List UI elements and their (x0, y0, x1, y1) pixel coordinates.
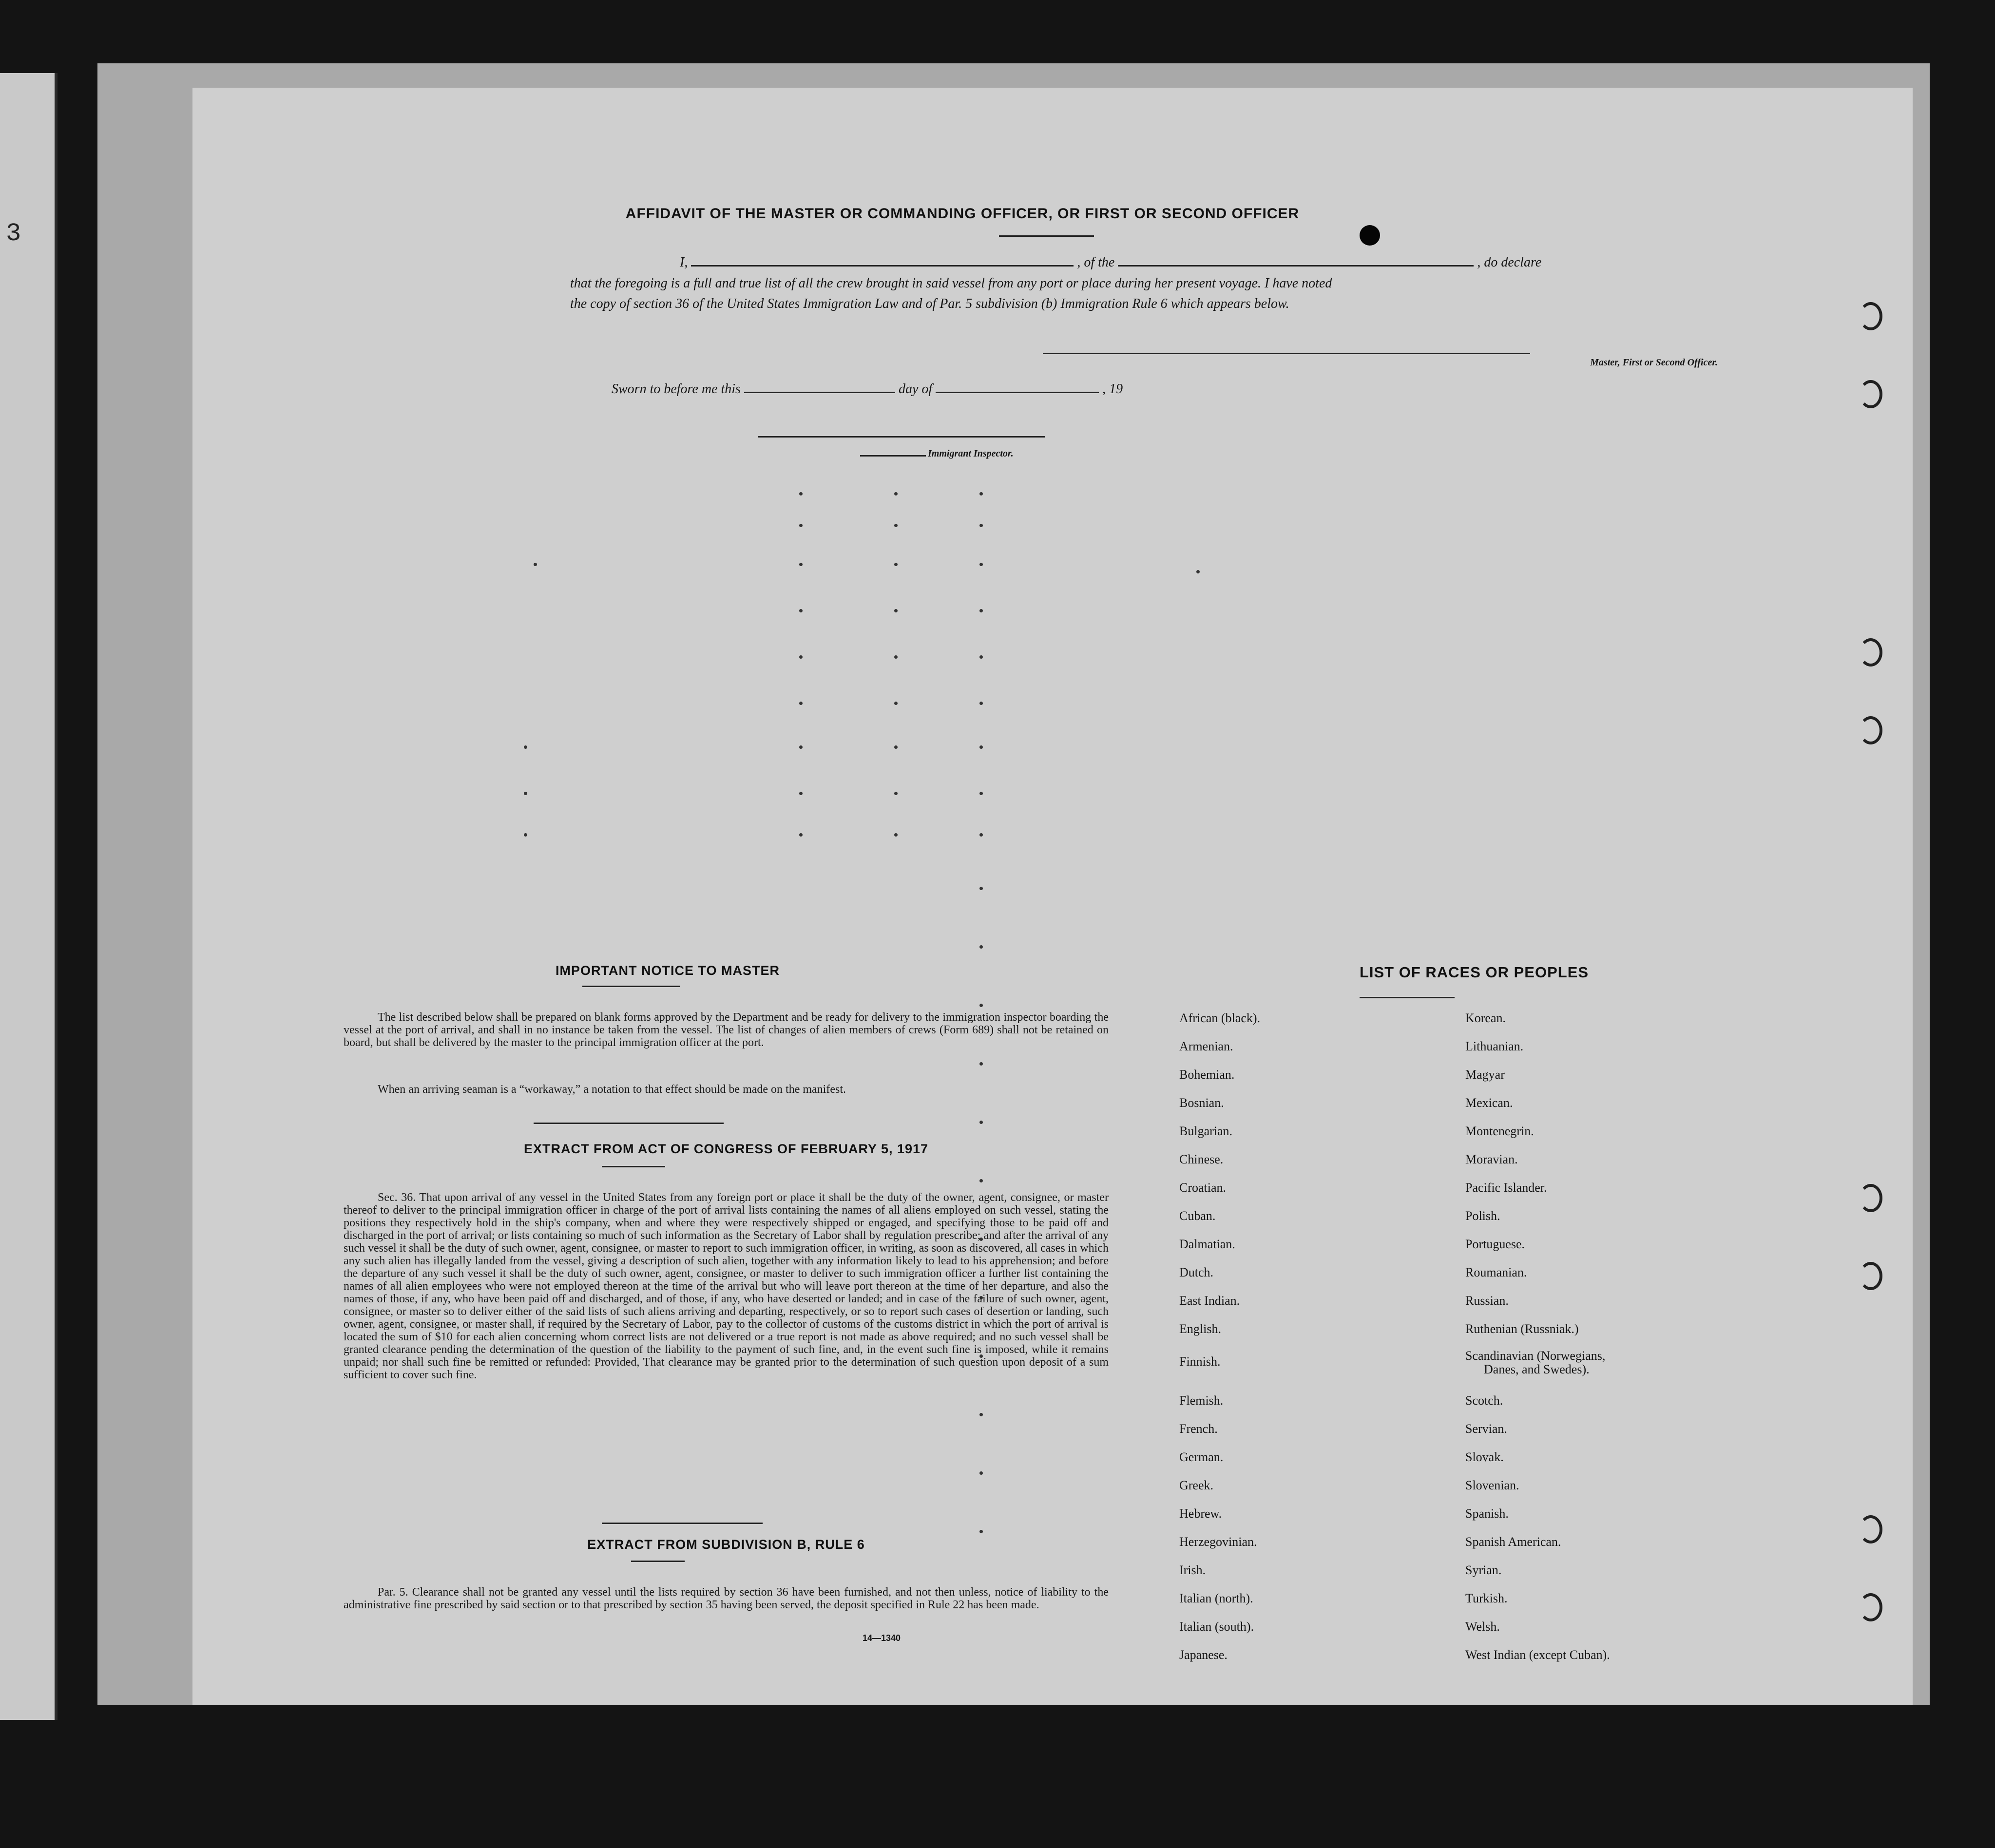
race-item: Dutch. (1179, 1265, 1214, 1279)
notice-title: IMPORTANT NOTICE TO MASTER (556, 963, 780, 978)
race-item: Ruthenian (Russniak.) (1465, 1322, 1579, 1336)
race-item: Spanish. (1465, 1506, 1509, 1521)
day-of-label: day of (898, 381, 933, 397)
day-field[interactable] (744, 380, 895, 393)
divider (602, 1523, 763, 1524)
divider (534, 1123, 724, 1124)
race-item: Slovak. (1465, 1450, 1504, 1464)
signature-caption: Master, First or Second Officer. (1590, 357, 1718, 368)
rule-extract-title: EXTRACT FROM SUBDIVISION B, RULE 6 (587, 1537, 865, 1552)
race-item: Scotch. (1465, 1393, 1503, 1408)
binder-ring-icon (1859, 302, 1882, 330)
adjacent-page-strip (0, 73, 58, 1720)
race-item: Moravian. (1465, 1152, 1518, 1166)
punch-hole (1360, 225, 1380, 246)
race-item: Syrian. (1465, 1563, 1502, 1577)
act-extract-body: Sec. 36. That upon arrival of any vessel in the United States from any foreign port or place it shall be the duty of the owner, agent, consignee, or master thereof to deliver to the principal immigration officer in charge of the port of arrival lists containing the names of all aliens employed on such vessel, stating the positions they respectively hold in the ship's company, when and where they were respectively shipped or engaged, and specifying those to be paid off and discharged in the port of arrival; or lists containing so much of such information as the Secretary of Labor shall by regulation prescribe; and after the arrival of any such vessel it shall be the duty of such owner, agent, consignee, or master to report to such immigration officer, in writing, as soon as discovered, all cases in which any such alien has illegally landed from the vessel, giving a description of such alien, together with any information likely to lead to his apprehension; and before the departure of any such vessel it shall be the duty of such owner, agent, consignee, or master to deliver to such immigration officer a further list containing the names of all alien employees who were not employed thereon at the time of the arrival but who will leave port thereon at the time of her departure, and also the names of those, if any, who have been paid off and discharged, and of those, if any, who have deserted or landed; and in case of the failure of such owner, agent, consignee, or master so to deliver either of the said lists of such aliens arriving and departing, respectively, or so to report such cases of desertion or landing, such owner, agent, consignee, or master shall, if required by the Secretary of Labor, pay to the collector of customs of the customs district in which the port of arrival is located the sum of $10 for each alien concerning whom correct lists are not delivered or a true report is not made as above required; and no such vessel shall be granted clearance pending the determination of the question of the liability to the payment of such fine, and, in the event such fine is imposed, while it remains unpaid; nor shall such fine be remitted or refunded: Provided, That clearance may be granted prior to the determination of such question upon deposit of a sum sufficient to cover such fine. (344, 1191, 1109, 1381)
binder-ring-icon (1859, 1515, 1882, 1543)
race-item-continuation: Danes, and Swedes). (1484, 1362, 1590, 1376)
race-item: Greek. (1179, 1478, 1214, 1492)
race-item: East Indian. (1179, 1294, 1240, 1308)
binder-ring-icon (1859, 1593, 1882, 1621)
race-item: West Indian (except Cuban). (1465, 1648, 1610, 1662)
race-item: Scandinavian (Norwegians, (1465, 1349, 1606, 1363)
race-item: Montenegrin. (1465, 1124, 1534, 1138)
binder-ring-icon (1859, 1262, 1882, 1290)
race-item: Italian (south). (1179, 1619, 1254, 1634)
race-item: Irish. (1179, 1563, 1206, 1577)
divider (582, 986, 680, 987)
signature-line[interactable] (1043, 353, 1530, 354)
of-the-label: , of the (1077, 255, 1115, 270)
notice-paragraph-1: The list described below shall be prepared on blank forms approved by the Department and be ready for delivery to the immigration inspector boarding the vessel at the port of arrival, and shall in no instance be taken from the vessel. The list of changes of alien members of crews (Form 689) shall not be retained on board, but shall be delivered by the master to the principal immigration officer at the port. (344, 1011, 1109, 1049)
inspector-signature-line[interactable] (758, 436, 1045, 438)
divider (999, 235, 1094, 237)
divider (631, 1561, 685, 1562)
month-field[interactable] (936, 380, 1099, 393)
race-item: English. (1179, 1322, 1221, 1336)
name-field[interactable] (691, 253, 1074, 267)
race-item: Croatian. (1179, 1181, 1227, 1195)
race-item: Pacific Islander. (1465, 1181, 1547, 1195)
race-item: Turkish. (1465, 1591, 1508, 1605)
race-item: Slovenian. (1465, 1478, 1519, 1492)
race-item: Finnish. (1179, 1354, 1221, 1369)
vessel-field[interactable] (1118, 253, 1474, 267)
race-item: Servian. (1465, 1422, 1507, 1436)
sworn-label: Sworn to before me this (612, 381, 741, 397)
race-item: Mexican. (1465, 1096, 1513, 1110)
binder-ring-icon (1859, 638, 1882, 667)
race-item: French. (1179, 1422, 1218, 1436)
binder-ring-icon (1859, 1184, 1882, 1212)
i-label: I, (680, 255, 688, 270)
races-title: LIST OF RACES OR PEOPLES (1359, 964, 1589, 981)
binder-ring-icon (1859, 380, 1882, 408)
inspector-line (860, 448, 1143, 462)
race-item: Hebrew. (1179, 1506, 1222, 1521)
binder-ring-icon (1859, 716, 1882, 744)
sworn-line (612, 380, 1245, 397)
race-item: Cuban. (1179, 1209, 1216, 1223)
adjacent-page-number: 3 (6, 219, 21, 248)
race-item: Polish. (1465, 1209, 1500, 1223)
manifest-back-page (192, 88, 1913, 1705)
inspector-rule (860, 448, 926, 457)
affidavit-body-line-1: that the foregoing is a full and true list of all the crew brought in said vessel from any port or place during her present voyage. I have noted (570, 276, 1332, 291)
act-extract-title: EXTRACT FROM ACT OF CONGRESS OF FEBRUARY 5, 1917 (523, 1142, 929, 1156)
race-item: Roumanian. (1465, 1265, 1527, 1279)
declaration-line (680, 253, 1718, 270)
race-item: Dalmatian. (1179, 1237, 1235, 1251)
divider (1360, 997, 1455, 998)
race-item: Spanish American. (1465, 1535, 1561, 1549)
year-label: , 19 (1102, 381, 1123, 397)
race-item: Russian. (1465, 1294, 1509, 1308)
affidavit-body-line-2: the copy of section 36 of the United States Immigration Law and of Par. 5 subdivision (b) Immigration Rule 6 which appears below. (570, 296, 1289, 311)
race-item: Portuguese. (1465, 1237, 1525, 1251)
race-item: African (black). (1179, 1011, 1261, 1025)
race-item: Bosnian. (1179, 1096, 1224, 1110)
race-item: Magyar (1465, 1067, 1505, 1082)
race-item: Armenian. (1179, 1039, 1233, 1053)
race-item: Korean. (1465, 1011, 1506, 1025)
rule-extract-body: Par. 5. Clearance shall not be granted any vessel until the lists required by section 36 have been furnished, and not then unless, notice of liability to the administrative fine prescribed by said section or to that prescribed by section 35 having been served, the deposit specified in Rule 22 has been made. (344, 1586, 1109, 1611)
affidavit-title: AFFIDAVIT OF THE MASTER OR COMMANDING OFFICER, OR FIRST OR SECOND OFFICER (625, 206, 1300, 222)
race-item: Welsh. (1465, 1619, 1500, 1634)
form-number: 14—1340 (863, 1633, 901, 1643)
inspector-caption: Immigrant Inspector. (928, 448, 1014, 459)
race-item: Lithuanian. (1465, 1039, 1524, 1053)
race-item: Chinese. (1179, 1152, 1224, 1166)
race-item: Bohemian. (1179, 1067, 1235, 1082)
race-item: German. (1179, 1450, 1224, 1464)
divider (602, 1166, 665, 1167)
race-item: Italian (north). (1179, 1591, 1253, 1605)
race-item: Bulgarian. (1179, 1124, 1233, 1138)
race-item: Flemish. (1179, 1393, 1224, 1408)
declare-label: , do declare (1477, 255, 1542, 270)
race-item: Japanese. (1179, 1648, 1228, 1662)
race-item: Herzegovinian. (1179, 1535, 1257, 1549)
notice-paragraph-2: When an arriving seaman is a “workaway,” a notation to that effect should be made on the manifest. (378, 1083, 846, 1096)
